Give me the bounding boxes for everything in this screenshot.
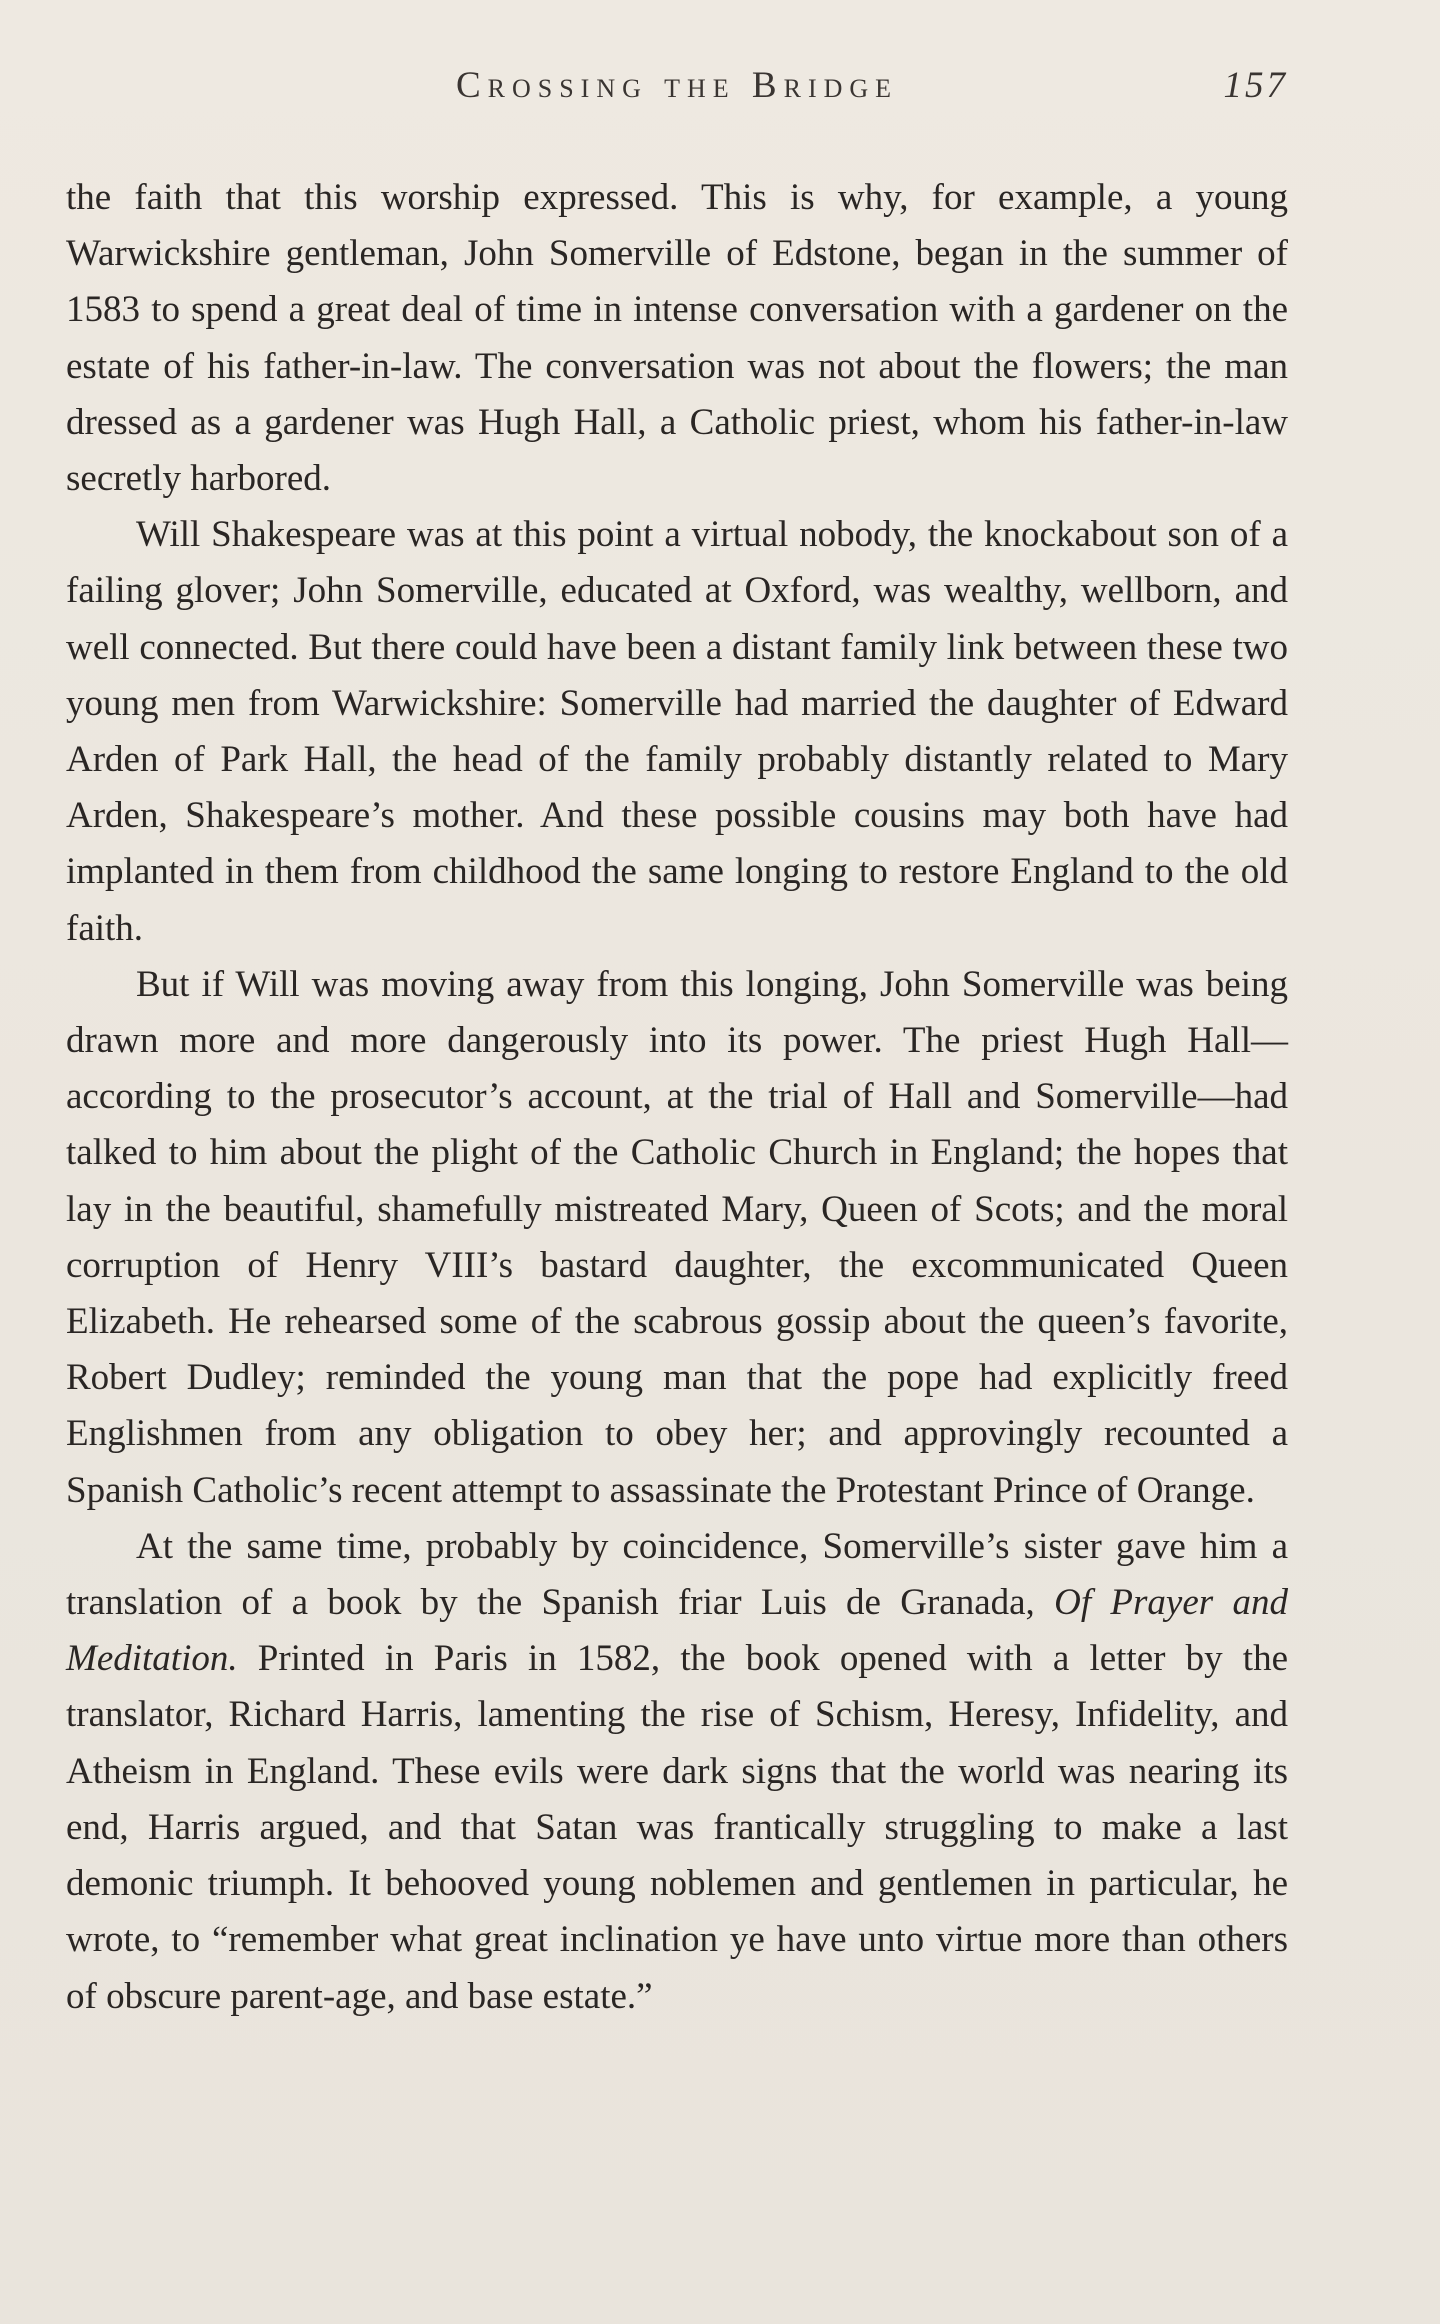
paragraph-2: Will Shakespeare was at this point a virtual nobody, the knockabout son of a failing glover; John Somerville, educated at Oxford, was wealthy, wellborn, and well connected. But there could have been a distant family link between these two young men from Warwickshire: Somerville had married the daughter of Edward Arden of Park Hall, the head of the family probably distantly related to Mary Arden, Shakespeare’s mother. And these possible cousins may both have had implanted in them from childhood the same longing to restore England to the old faith.	[66, 514, 1288, 949]
paragraph-4-text-before: At the same time, probably by coincidence, Somerville’s sister gave him a translation of a book by the Spanish friar Luis de Granada,	[66, 1525, 1288, 1624]
paragraph-3: But if Will was moving away from this longing, John Somerville was being drawn more and more dangerously into its power. The priest Hugh Hall—according to the prosecutor’s account, at the trial of Hall and Somerville—had talked to him about the plight of the Catholic Church in England; the hopes that lay in the beautiful, shamefully mistreated Mary, Queen of Scots; and the moral corruption of Henry VIII’s bastard daughter, the excommunicated Queen Elizabeth. He rehearsed some of the scabrous gossip about the queen’s favorite, Robert Dudley; reminded the young man that the pope had explicitly freed Englishmen from any obligation to obey her; and approvingly recounted a Spanish Catholic’s recent attempt to assassinate the Protestant Prince of Orange.	[66, 963, 1288, 1511]
paragraph-4	[66, 1519, 1288, 2025]
running-head	[66, 64, 1288, 116]
running-title: Crossing the Bridge	[455, 65, 899, 106]
book-title: Of Prayer and Meditation.	[66, 1582, 1288, 1680]
page-number: 157	[1223, 65, 1288, 106]
paragraph-1: the faith that this worship expressed. This is why, for example, a young Warwickshire gentleman, John Somerville of Edstone, began in the summer of 1583 to spend a great deal of time in intense conversation with a gardener on the estate of his father-in-law. The conversation was not about the flowers; the man dressed as a gardener was Hugh Hall, a Catholic priest, whom his father-in-law secretly harbored.	[66, 177, 1288, 500]
body-text	[66, 170, 1288, 2025]
paragraph-4-text-after: Printed in Paris in 1582, the book opened with a letter by the translator, Richard Harris, lamenting the rise of Schism, Heresy, Infidelity, and Atheism in England. These evils were dark signs that the world was nearing its end, Harris argued, and that Satan was frantically struggling to make a last demonic triumph. It behooved young noblemen and gentlemen in particular, he wrote, to “remember what great inclination ye have unto virtue more than others of obscure parent-age, and base estate.”	[66, 1638, 1288, 2017]
